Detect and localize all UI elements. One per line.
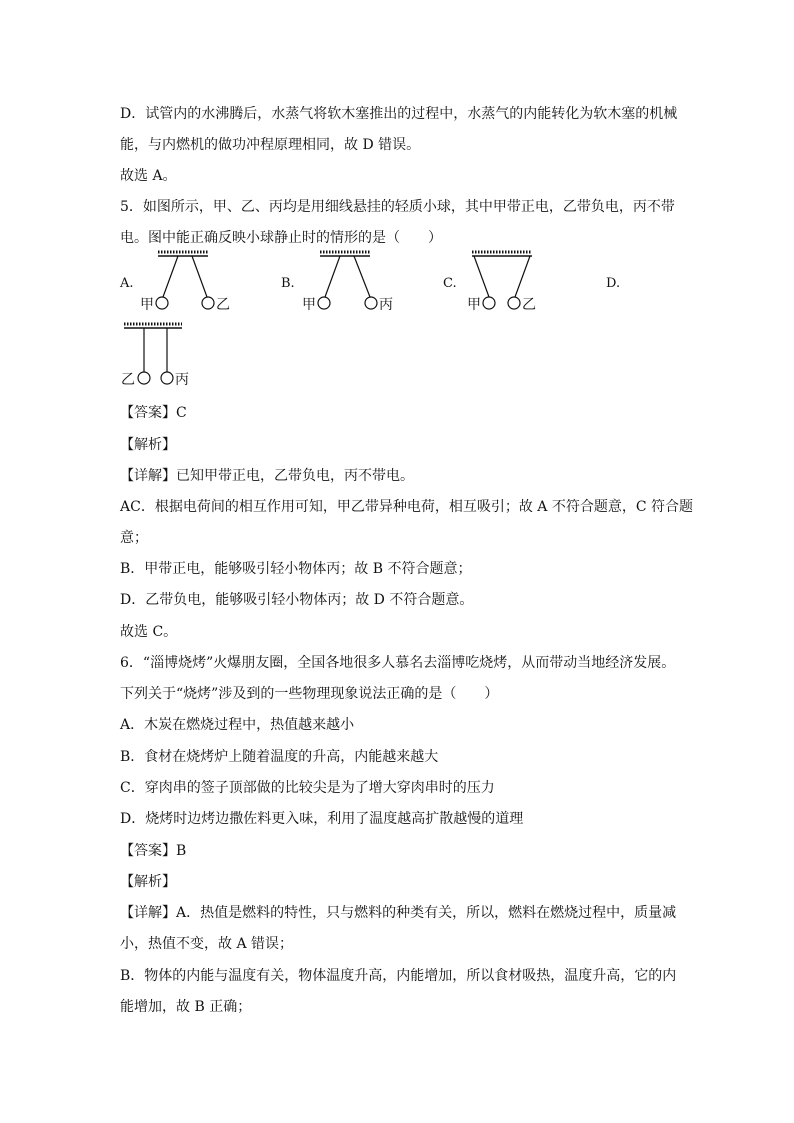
left-thread xyxy=(163,256,178,297)
q5-answer: 【答案】C xyxy=(120,405,187,421)
q5-option-a-diagram xyxy=(130,250,240,320)
q4-d-explanation-line1: D．试管内的水沸腾后，水蒸气将软木塞推出的过程中，水蒸气的内能转化为软木塞的机械 xyxy=(120,106,678,122)
right-ball xyxy=(365,297,377,309)
q6-analysis-heading: 【解析】 xyxy=(120,874,176,890)
left-ball-label: 甲 xyxy=(467,297,481,313)
q4-d-explanation-line2: 能，与内燃机的做功冲程原理相同，故 D 错误。 xyxy=(120,137,421,153)
q5-detail-line2: AC．根据电荷间的相互作用可知，甲乙带异种电荷，相互吸引；故 A 不符合题意，C 符合题 xyxy=(120,499,693,515)
q6-stem-line1: 6．“淄博烧烤”火爆朋友圈，全国各地很多人慕名去淄博吃烧烤，从而带动当地经济发展。 xyxy=(120,655,676,671)
q6-option-b: B．食材在烧烤炉上随着温度的升高，内能越来越大 xyxy=(120,749,439,765)
right-ball-label: 乙 xyxy=(522,297,536,313)
right-ball xyxy=(161,372,173,384)
q5-option-c-label: C. xyxy=(443,276,457,291)
left-thread xyxy=(474,256,489,297)
right-ball xyxy=(202,297,214,309)
q5-option-c-diagram xyxy=(454,250,564,320)
right-thread xyxy=(515,256,530,297)
q6-option-c: C．穿肉串的签子顶部做的比较尖是为了增大穿肉串时的压力 xyxy=(120,780,495,796)
left-ball-label: 甲 xyxy=(302,297,316,313)
q6-stem-line2: 下列关于“烧烤”涉及到的一些物理现象说法正确的是（ ） xyxy=(120,686,499,702)
left-ball xyxy=(156,297,168,309)
right-ball xyxy=(508,297,520,309)
right-ball-label: 乙 xyxy=(216,297,230,313)
left-ball xyxy=(318,297,330,309)
q6-detail-line3: B．物体的内能与温度有关，物体温度升高，内能增加，所以食材吸热，温度升高，它的内 xyxy=(120,968,677,984)
q5-detail-line3: 意； xyxy=(120,530,148,546)
q4-conclusion: 故选 A。 xyxy=(120,168,177,184)
q5-detail-line4: B．甲带正电，能够吸引轻小物体丙；故 B 不符合题意； xyxy=(120,561,472,577)
right-ball-label: 丙 xyxy=(379,297,393,313)
q6-detail-line4: 能增加，故 B 正确； xyxy=(120,999,252,1015)
q5-option-b-label: B. xyxy=(281,276,295,291)
q6-option-a: A．木炭在燃烧过程中，热值越来越小 xyxy=(120,717,355,733)
left-ball-label: 乙 xyxy=(121,372,135,388)
q5-detail-line5: D．乙带负电，能够吸引轻小物体丙；故 D 不符合题意。 xyxy=(120,592,474,608)
q6-detail-line2: 小，热值不变，故 A 错误； xyxy=(120,936,294,952)
q5-analysis-heading: 【解析】 xyxy=(120,437,176,453)
q5-stem-line2: 电。图中能正确反映小球静止时的情形的是（ ） xyxy=(120,230,442,246)
left-thread xyxy=(325,256,340,297)
q6-detail-line1: 【详解】A．热值是燃料的特性，只与燃料的种类有关，所以，燃料在燃烧过程中，质量减 xyxy=(120,905,677,921)
q5-conclusion: 故选 C。 xyxy=(120,624,178,640)
q6-option-d: D．烧烤时边烤边撒佐料更入味，利用了温度越高扩散越慢的道理 xyxy=(120,811,524,827)
right-thread xyxy=(192,256,207,297)
q5-stem-line1: 5．如图所示，甲、乙、丙均是用细线悬挂的轻质小球，其中甲带正电，乙带负电，丙不带 xyxy=(120,199,675,215)
q5-detail-line1: 【详解】已知甲带正电，乙带负电，丙不带电。 xyxy=(120,468,414,484)
right-ball-label: 丙 xyxy=(175,372,189,388)
q6-answer: 【答案】B xyxy=(120,843,187,859)
q5-option-d-label: D. xyxy=(606,276,621,291)
left-ball-label: 甲 xyxy=(140,297,154,313)
right-thread xyxy=(354,256,370,297)
q5-option-d-diagram xyxy=(118,322,208,392)
left-ball xyxy=(483,297,495,309)
q5-option-a-label: A. xyxy=(120,276,134,291)
q5-option-b-diagram xyxy=(292,250,402,320)
left-ball xyxy=(138,372,150,384)
